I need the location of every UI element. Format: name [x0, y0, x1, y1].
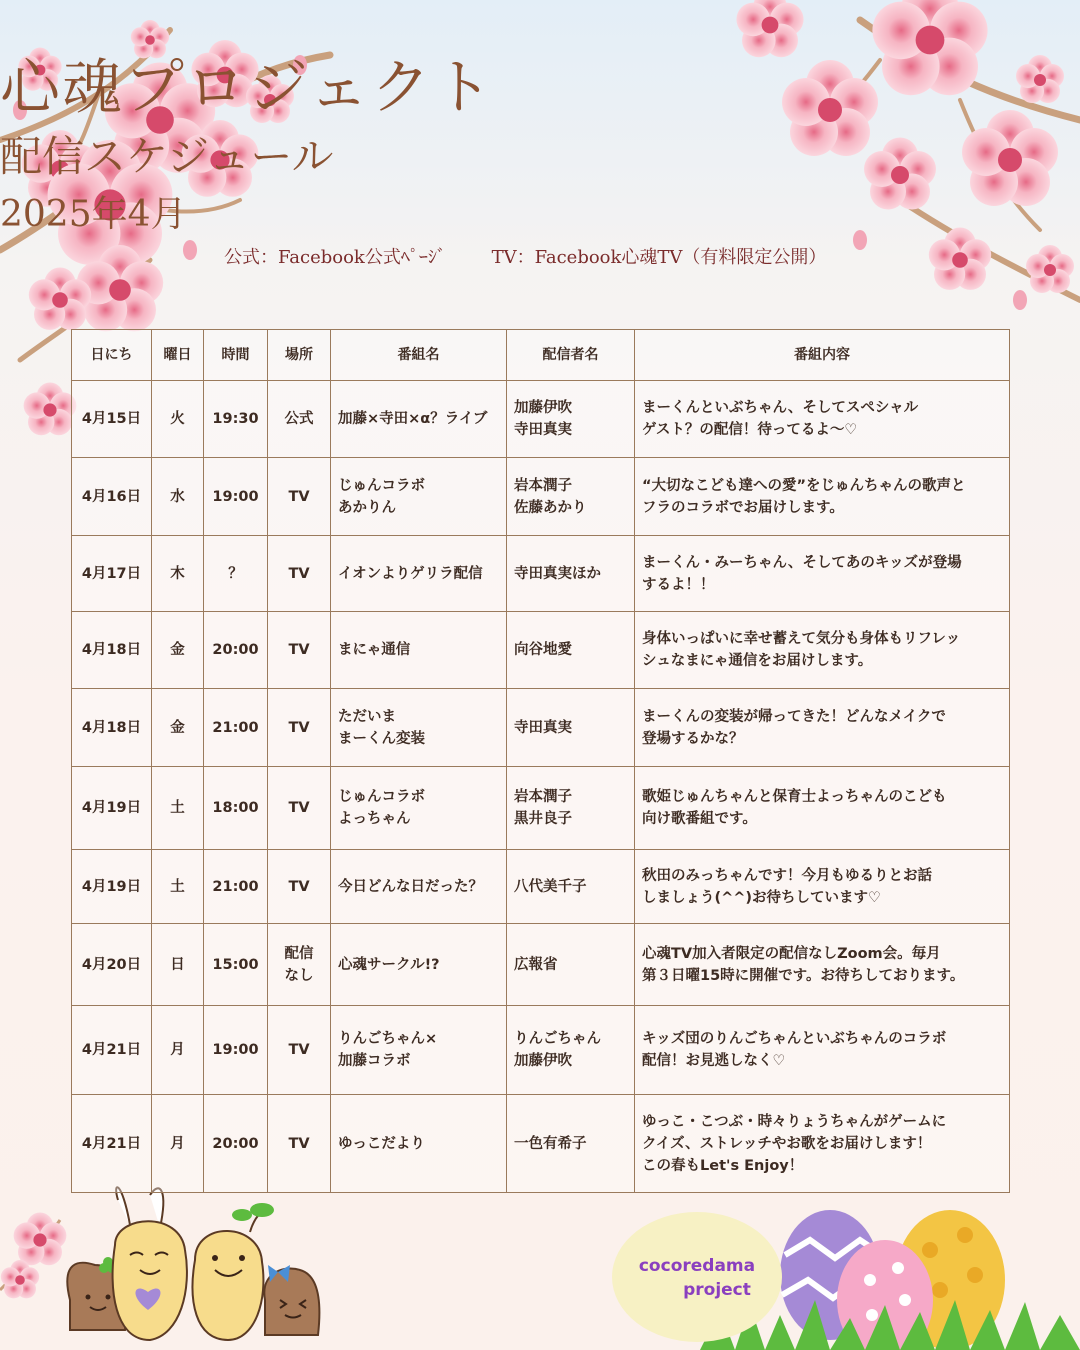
cell-hosts: 岩本潤子 黒井良子	[507, 767, 635, 850]
cell-content: まーくん・みーちゃん、そしてあのキッズが登場 するよ！！	[635, 536, 1010, 612]
column-header-content: 番組内容	[635, 330, 1010, 381]
cell-time: 20:00	[204, 612, 268, 689]
cell-hosts: 向谷地愛	[507, 612, 635, 689]
table-row	[72, 381, 1010, 458]
table-row	[72, 458, 1010, 536]
cell-hosts: 広報省	[507, 924, 635, 1006]
cell-hosts: 八代美千子	[507, 850, 635, 924]
cell-program: ただいま まーくん変装	[331, 689, 507, 767]
cell-content: ゆっこ・こつぶ・時々りょうちゃんがゲームに クイズ、ストレッチやお歌をお届けします！ この春もLet's Enjoy！	[635, 1095, 1010, 1193]
cell-day: 木	[152, 536, 204, 612]
column-header-place: 場所	[268, 330, 331, 381]
cell-date: 4月21日	[72, 1095, 152, 1193]
cell-program: イオンよりゲリラ配信	[331, 536, 507, 612]
cell-program: じゅんコラボ よっちゃん	[331, 767, 507, 850]
cell-place: 公式	[268, 381, 331, 458]
cell-place: 配信 なし	[268, 924, 331, 1006]
cell-time: 19:00	[204, 458, 268, 536]
cell-program: 心魂サークル!?	[331, 924, 507, 1006]
cell-content: 歌姫じゅんちゃんと保育士よっちゃんのこども 向け歌番組です。	[635, 767, 1010, 850]
cell-day: 火	[152, 381, 204, 458]
cell-day: 金	[152, 612, 204, 689]
cell-content: キッズ団のりんごちゃんといぶちゃんのコラボ 配信！お見逃しなく♡	[635, 1006, 1010, 1095]
table-row	[72, 767, 1010, 850]
cell-day: 月	[152, 1006, 204, 1095]
cell-content: 身体いっぱいに幸せ蓄えて気分も身体もリフレッ シュなまにゃ通信をお届けします。	[635, 612, 1010, 689]
cell-date: 4月19日	[72, 850, 152, 924]
cell-day: 水	[152, 458, 204, 536]
cell-place: TV	[268, 850, 331, 924]
channel-official-label: 公式：Facebook公式ﾍﾟｰｼﾞ	[224, 247, 446, 268]
cell-program: ゆっこだより	[331, 1095, 507, 1193]
cherry-blossoms-bottom-left	[0, 1213, 66, 1299]
cell-date: 4月21日	[72, 1006, 152, 1095]
schedule-month: 2025年4月	[0, 194, 187, 235]
cell-program: りんごちゃん× 加藤コラボ	[331, 1006, 507, 1095]
cell-hosts: 岩本潤子 佐藤あかり	[507, 458, 635, 536]
cell-program: まにゃ通信	[331, 612, 507, 689]
cell-time: 19:30	[204, 381, 268, 458]
cell-hosts: 一色有希子	[507, 1095, 635, 1193]
column-header-time: 時間	[204, 330, 268, 381]
schedule-table	[71, 329, 1010, 1193]
table-row	[72, 1006, 1010, 1095]
cell-time: ？	[204, 536, 268, 612]
column-header-program: 番組名	[331, 330, 507, 381]
table-row	[72, 689, 1010, 767]
cell-time: 15:00	[204, 924, 268, 1006]
cell-date: 4月15日	[72, 381, 152, 458]
cell-date: 4月18日	[72, 689, 152, 767]
cell-place: TV	[268, 458, 331, 536]
column-header-day: 曜日	[152, 330, 204, 381]
channel-legend	[224, 243, 866, 269]
cell-day: 金	[152, 689, 204, 767]
cell-time: 20:00	[204, 1095, 268, 1193]
cell-content: “大切なこども達への愛”をじゅんちゃんの歌声と フラのコラボでお届けします。	[635, 458, 1010, 536]
page-title: 心魂プロジェクト	[0, 53, 495, 123]
table-row	[72, 536, 1010, 612]
cell-content: 秋田のみっちゃんです！今月もゆるりとお話 しましょう(^^)お待ちしています♡	[635, 850, 1010, 924]
cell-day: 土	[152, 767, 204, 850]
channel-tv-label: TV：Facebook心魂TV（有料限定公開）	[491, 247, 827, 268]
table-row	[72, 850, 1010, 924]
logo-line-2: project	[683, 1280, 751, 1300]
cell-place: TV	[268, 1006, 331, 1095]
table-row	[72, 924, 1010, 1006]
cell-place: TV	[268, 612, 331, 689]
cell-time: 18:00	[204, 767, 268, 850]
cell-place: TV	[268, 1095, 331, 1193]
cell-content: まーくんといぶちゃん、そしてスペシャル ゲスト？の配信！待ってるよ〜♡	[635, 381, 1010, 458]
column-header-date: 日にち	[72, 330, 152, 381]
cell-hosts: 加藤伊吹 寺田真実	[507, 381, 635, 458]
cell-program: 加藤×寺田×α？ライブ	[331, 381, 507, 458]
cell-content: 心魂TV加入者限定の配信なしZoom会。毎月 第３日曜15時に開催です。お待ちしております。	[635, 924, 1010, 1006]
mascot-characters	[67, 1187, 319, 1340]
cell-place: TV	[268, 689, 331, 767]
cell-place: TV	[268, 767, 331, 850]
cell-day: 月	[152, 1095, 204, 1193]
table-row	[72, 1095, 1010, 1193]
cell-date: 4月16日	[72, 458, 152, 536]
column-header-hosts: 配信者名	[507, 330, 635, 381]
cell-hosts: りんごちゃん 加藤伊吹	[507, 1006, 635, 1095]
cell-content: まーくんの変装が帰ってきた！どんなメイクで 登場するかな？	[635, 689, 1010, 767]
cell-place: TV	[268, 536, 331, 612]
cell-program: じゅんコラボ あかりん	[331, 458, 507, 536]
page-subtitle: 配信スケジュール	[0, 132, 334, 181]
cell-date: 4月18日	[72, 612, 152, 689]
logo-line-1: cocoredama	[638, 1256, 756, 1276]
cell-day: 土	[152, 850, 204, 924]
cell-date: 4月19日	[72, 767, 152, 850]
table-row	[72, 612, 1010, 689]
cell-hosts: 寺田真実ほか	[507, 536, 635, 612]
cell-time: 21:00	[204, 850, 268, 924]
cell-time: 21:00	[204, 689, 268, 767]
cell-date: 4月20日	[72, 924, 152, 1006]
cell-program: 今日どんな日だった？	[331, 850, 507, 924]
table-header-row	[72, 330, 1010, 381]
cocoredama-logo	[622, 1254, 772, 1302]
cell-hosts: 寺田真実	[507, 689, 635, 767]
cell-day: 日	[152, 924, 204, 1006]
cell-date: 4月17日	[72, 536, 152, 612]
cell-time: 19:00	[204, 1006, 268, 1095]
